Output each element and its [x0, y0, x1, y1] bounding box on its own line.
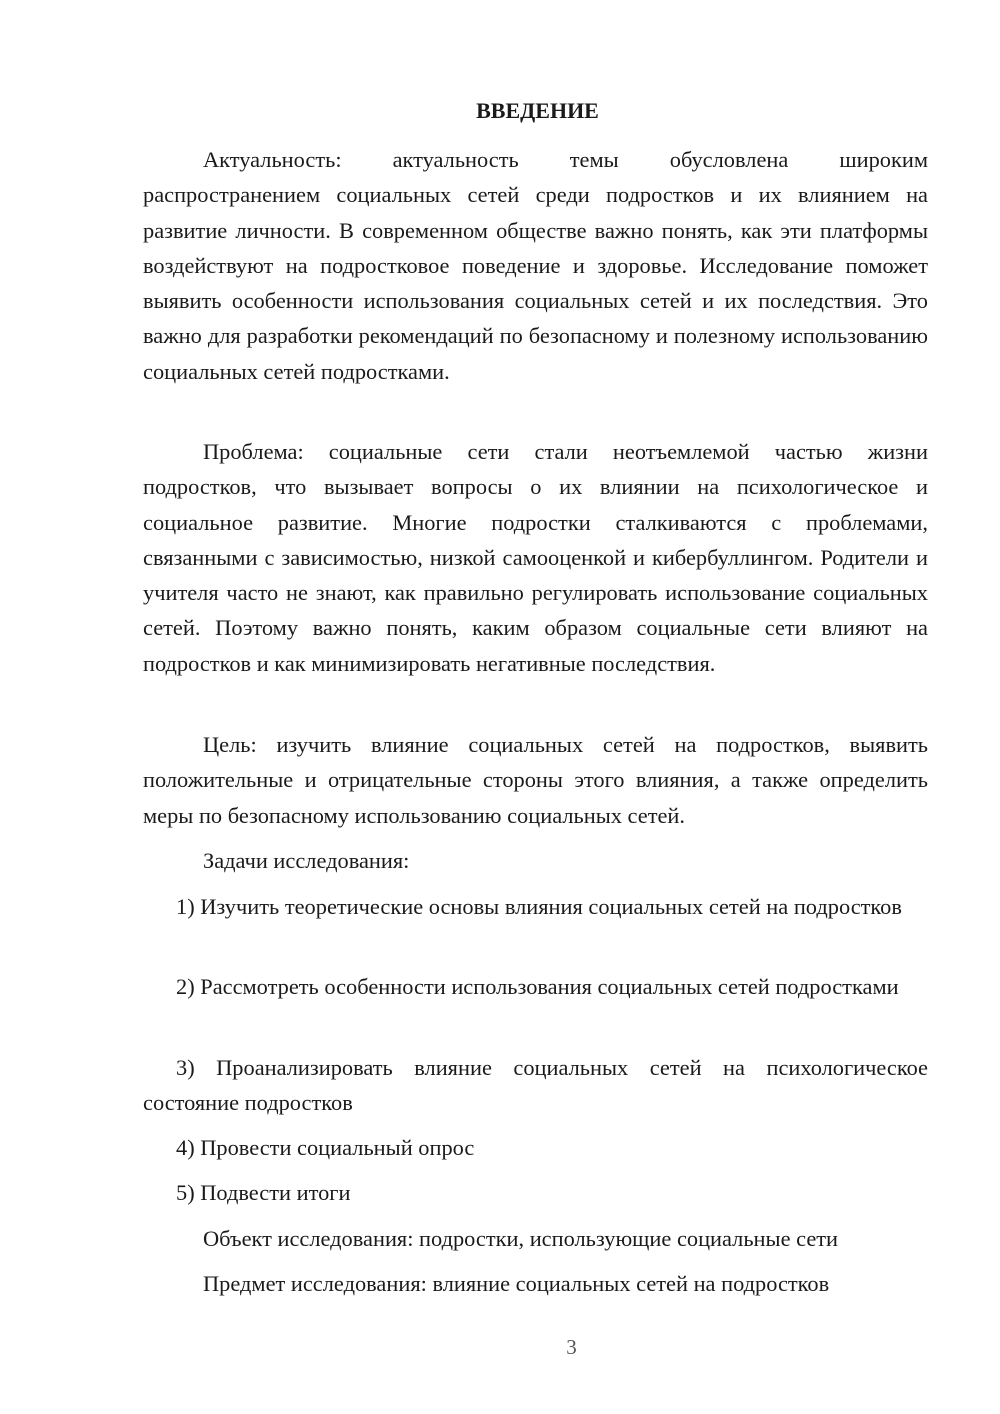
section-heading — [143, 96, 928, 126]
task-item-3: 3) Проанализировать влияние социальных сетей на психологическое состояние подростков — [143, 1055, 928, 1116]
task-item-1: 1) Изучить теоретические основы влияния социальных сетей на подростков — [176, 894, 902, 919]
research-subject: Предмет исследования: влияние социальных сетей на подростков — [203, 1271, 830, 1296]
goal-paragraph: Цель: изучить влияние социальных сетей на подростков, выявить положительные и отрицательные стороны этого влияния, а также определить меры по безопасному использованию социальных сетей. — [143, 732, 928, 828]
section-heading-text: ВВЕДЕНИЕ — [476, 98, 599, 123]
page-number-text: 3 — [566, 1335, 577, 1359]
page-number — [143, 1334, 928, 1360]
task-item-2: 2) Рассмотреть особенности использования социальных сетей подростками — [176, 974, 899, 999]
relevance-paragraph: Актуальность: актуальность темы обусловлена широким распространением социальных сетей среди подростков и их влиянием на развитие личности. В современном обществе важно понять, как эти платформы воздействуют на подростковое поведение и здоровье. Исследование поможет выявить особенности использования социальных сетей и их последствия. Это важно для разработки рекомендаций по безопасному и полезному использованию социальных сетей подростками. — [143, 147, 928, 384]
research-object: Объект исследования: подростки, использующие социальные сети — [203, 1226, 839, 1251]
document-page — [143, 0, 928, 1414]
task-item-5: 5) Подвести итоги — [176, 1180, 351, 1205]
problem-paragraph: Проблема: социальные сети стали неотъемлемой частью жизни подростков, что вызывает вопросы о их влиянии на психологическое и социальное развитие. Многие подростки сталкиваются с проблемами, связанными с зависимостью, низкой самооценкой и кибербуллингом. Родители и учителя часто не знают, как правильно регулировать использование социальных сетей. Поэтому важно понять, каким образом социальные сети влияют на подростков и как минимизировать негативные последствия. — [143, 439, 928, 676]
tasks-heading: Задачи исследования: — [203, 848, 410, 873]
task-item-4: 4) Провести социальный опрос — [176, 1135, 475, 1160]
